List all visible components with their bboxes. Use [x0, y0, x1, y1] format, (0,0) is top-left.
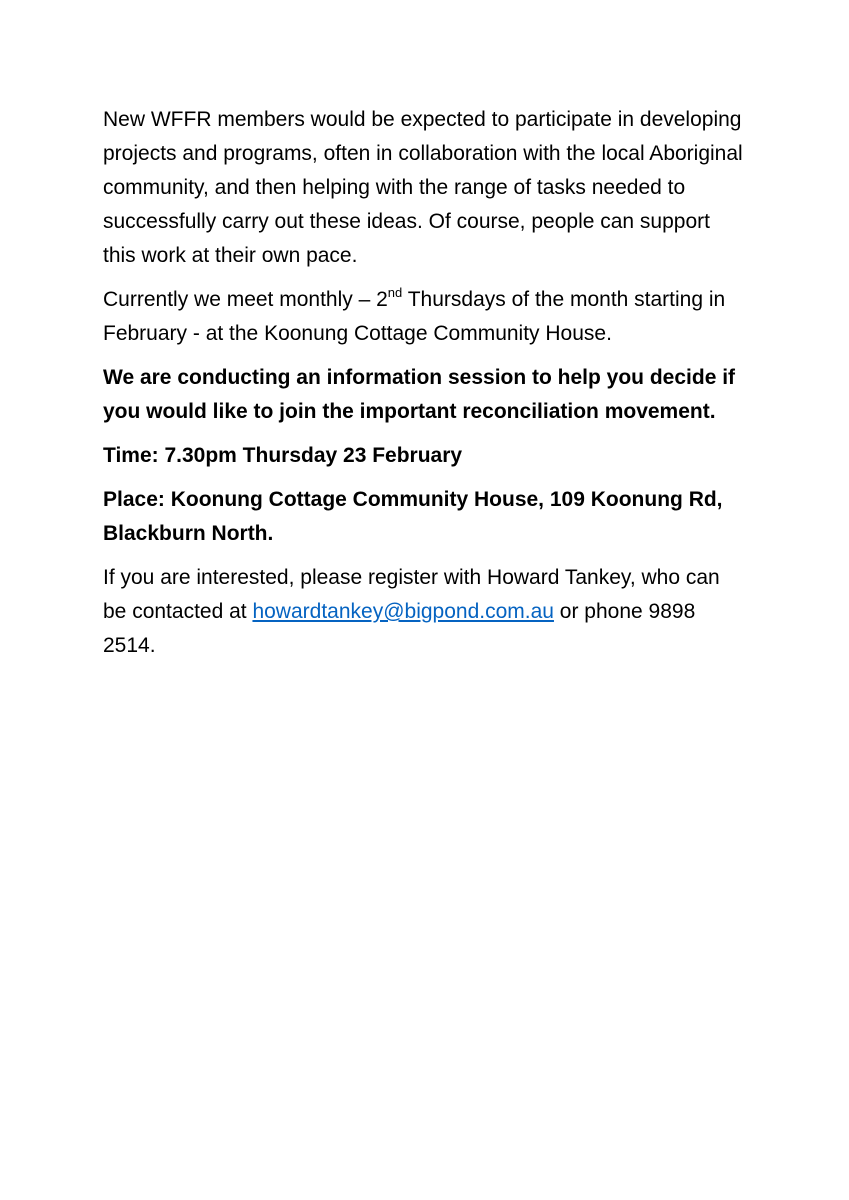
meeting-text-start: Currently we meet monthly – 2 — [103, 288, 388, 311]
ordinal-suffix: nd — [387, 285, 403, 300]
meeting-text-end: Thursdays of the month starting in February - at the Koonung Cottage Community House. — [103, 288, 726, 345]
document-body — [103, 103, 743, 673]
contact-text-start: If you are interested, please register with Howard Tankey, who can be contacted at — [103, 566, 720, 623]
email-link[interactable]: howardtankey@bigpond.com.au — [252, 600, 554, 623]
meeting-paragraph — [103, 283, 743, 351]
session-paragraph: We are conducting an information session to help you decide if you would like to join the important reconciliation movement. — [103, 366, 736, 423]
contact-text-end: or phone 9898 2514. — [103, 600, 696, 657]
place-paragraph: Place: Koonung Cottage Community House, 109 Koonung Rd, Blackburn North. — [103, 488, 723, 545]
contact-paragraph — [103, 561, 743, 663]
time-paragraph: Time: 7.30pm Thursday 23 February — [103, 444, 463, 467]
intro-paragraph: New WFFR members would be expected to participate in developing projects and programs, often in collaboration with the local Aboriginal community, and then helping with the range of tasks needed to successfully carry out these ideas. Of course, people can support this work at their own pace. — [103, 108, 743, 267]
